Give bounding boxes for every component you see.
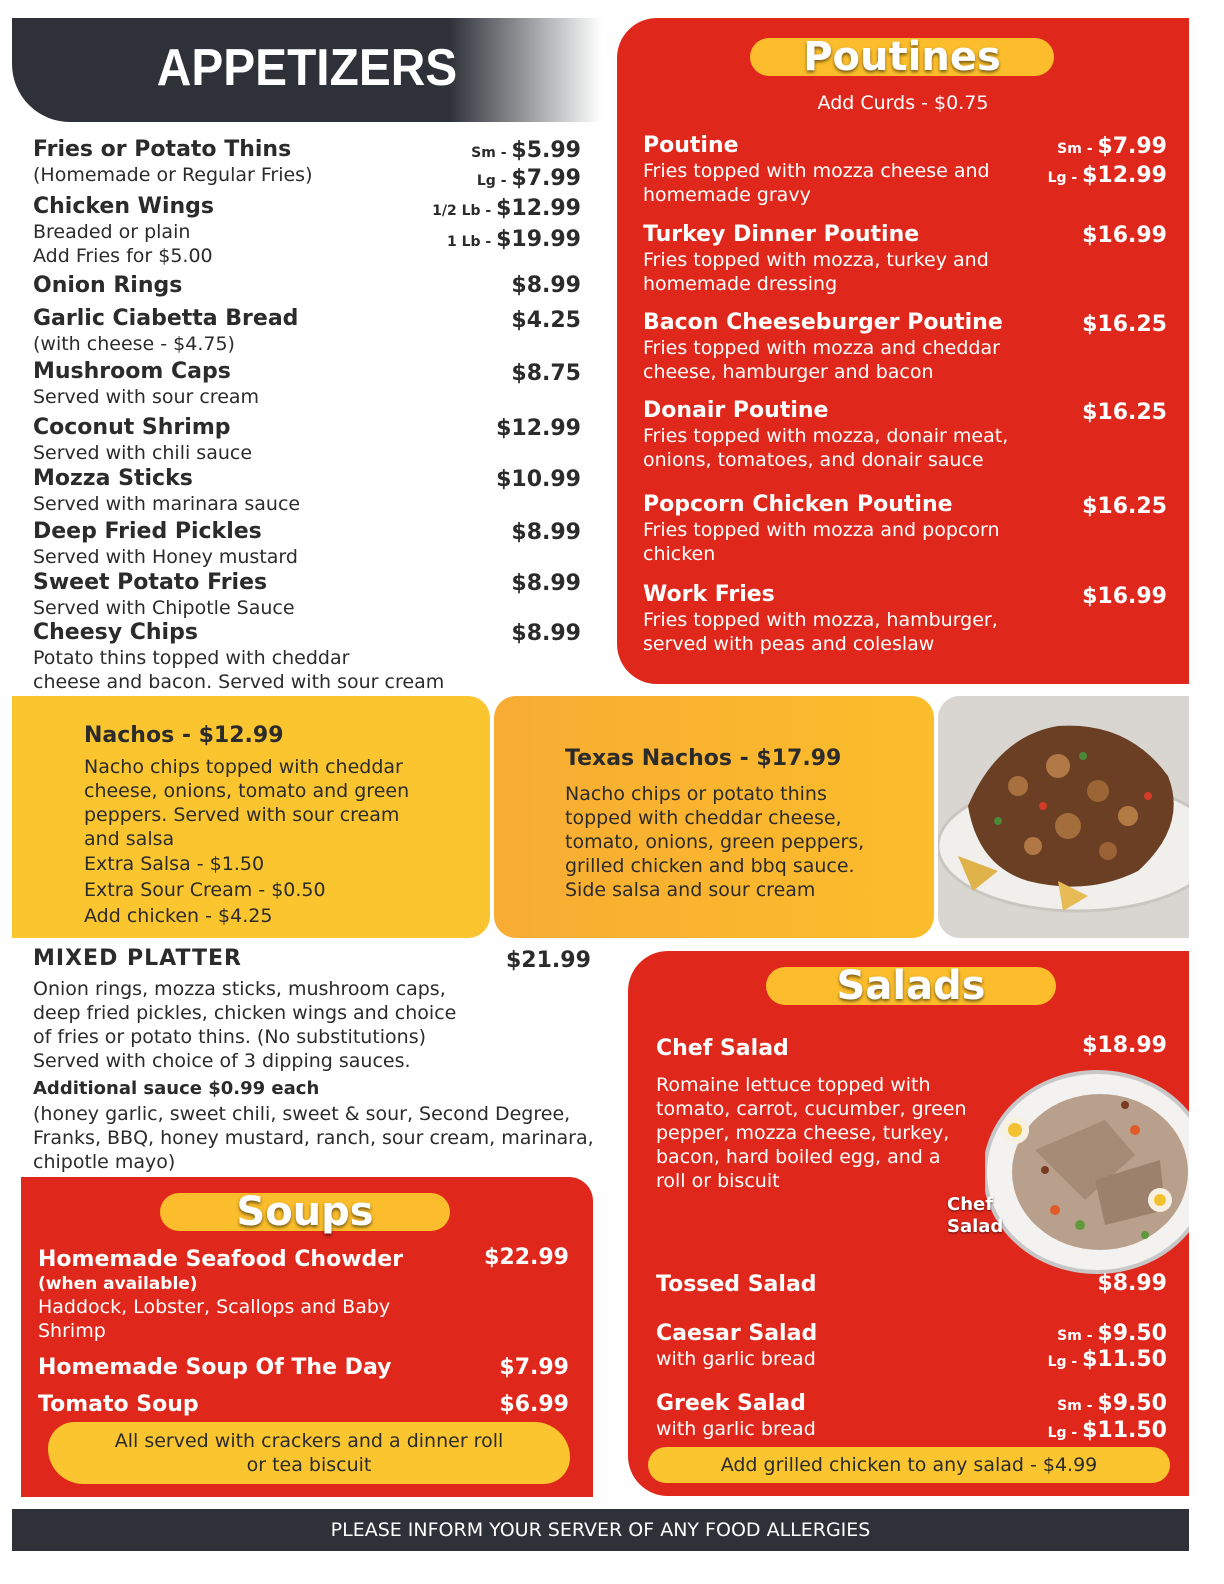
soups-note-line: All served with crackers and a dinner roll xyxy=(114,1430,504,1452)
item-desc: chicken xyxy=(643,543,716,565)
item-price: $7.99 xyxy=(499,1355,569,1380)
menu-item xyxy=(643,222,1167,296)
texas-nachos-block xyxy=(565,746,864,902)
item-desc: Fries topped with mozza and popcorn xyxy=(643,519,1000,541)
soups-note xyxy=(48,1422,570,1484)
menu-item xyxy=(33,137,581,191)
menu-item xyxy=(33,466,581,516)
item-name: Bacon Cheeseburger Poutine xyxy=(643,310,1003,335)
item-price: $8.99 xyxy=(511,520,581,545)
item-name: Work Fries xyxy=(643,582,775,607)
item-price: $16.99 xyxy=(1082,223,1167,248)
item-sub: (when available) xyxy=(38,1274,198,1294)
texas-nachos-line: grilled chicken and bbq sauce. xyxy=(565,855,855,877)
item-name: Onion Rings xyxy=(33,273,183,298)
salads-title: Salads xyxy=(766,967,1056,1005)
item-price: $22.99 xyxy=(484,1245,569,1270)
item-desc: Fries topped with mozza, turkey and xyxy=(643,249,989,271)
item-desc: Served with Honey mustard xyxy=(33,546,298,568)
soups-note-line: or tea biscuit xyxy=(246,1454,372,1476)
texas-nachos-line: topped with cheddar cheese, xyxy=(565,807,842,829)
item-desc: with garlic bread xyxy=(656,1418,816,1440)
item-name: Poutine xyxy=(643,133,739,158)
item-name: Mushroom Caps xyxy=(33,359,231,384)
item-desc: Fries topped with mozza cheese and xyxy=(643,160,990,182)
texas-nachos-line: Nacho chips or potato thins xyxy=(565,783,827,805)
item-desc: Shrimp xyxy=(38,1320,106,1342)
chef-salad-desc xyxy=(656,1073,1167,1193)
item-name: Homemade Seafood Chowder xyxy=(38,1247,404,1272)
allergy-footer: PLEASE INFORM YOUR SERVER OF ANY FOOD ALLERGIES xyxy=(12,1509,1189,1551)
appetizers-title: APPETIZERS xyxy=(156,39,458,97)
item-desc: homemade gravy xyxy=(643,184,811,206)
item-desc: Add Fries for $5.00 xyxy=(33,245,213,267)
item-name: Mozza Sticks xyxy=(33,466,193,491)
nachos-line: Nacho chips topped with cheddar xyxy=(84,756,403,778)
poutines-note: Add Curds - $0.75 xyxy=(817,92,989,114)
menu-item xyxy=(33,620,581,694)
item-desc: Fries topped with mozza and cheddar xyxy=(643,337,1000,359)
item-price: $8.99 xyxy=(1097,1271,1167,1296)
salads-note: Add grilled chicken to any salad - $4.99 xyxy=(648,1447,1170,1483)
nachos-line: peppers. Served with sour cream xyxy=(84,804,400,826)
item-price: Sm - $9.50 xyxy=(1057,1391,1167,1416)
caption-line: Chef xyxy=(947,1194,994,1215)
mixed-platter-title: MIXED PLATTER xyxy=(33,946,242,971)
item-desc: Romaine lettuce topped with xyxy=(656,1074,931,1096)
item-desc: pepper, mozza cheese, turkey, xyxy=(656,1122,950,1144)
soups-title: Soups xyxy=(160,1193,450,1231)
item-price: $10.99 xyxy=(496,467,581,492)
menu-item xyxy=(656,1272,1167,1298)
item-name: Tossed Salad xyxy=(656,1272,817,1297)
item-price: $16.25 xyxy=(1082,400,1167,425)
item-desc: roll or biscuit xyxy=(656,1170,780,1192)
item-desc: Served with chili sauce xyxy=(33,442,253,464)
item-price: Sm - $5.99 xyxy=(471,138,581,163)
item-price: 1/2 Lb - $12.99 xyxy=(432,196,581,221)
item-name: Garlic Ciabetta Bread xyxy=(33,306,299,331)
nachos-extra: Extra Sour Cream - $0.50 xyxy=(84,879,326,901)
item-price: Lg - $11.50 xyxy=(1047,1347,1167,1372)
item-desc: Served with sour cream xyxy=(33,386,260,408)
item-name: Popcorn Chicken Poutine xyxy=(643,492,953,517)
nachos-photo xyxy=(938,696,1189,938)
menu-item xyxy=(33,519,581,569)
item-price: $8.75 xyxy=(511,361,581,386)
caption-line: Salad xyxy=(947,1216,1004,1237)
texas-nachos-title: Texas Nachos - $17.99 xyxy=(565,746,842,771)
item-price: Lg - $7.99 xyxy=(476,166,581,191)
item-desc: onions, tomatoes, and donair sauce xyxy=(643,449,984,471)
item-name: Caesar Salad xyxy=(656,1321,818,1346)
item-desc: tomato, carrot, cucumber, green xyxy=(656,1098,967,1120)
mixed-platter-line: Onion rings, mozza sticks, mushroom caps, xyxy=(33,978,446,1000)
item-desc: cheese, hamburger and bacon xyxy=(643,361,934,383)
menu-item xyxy=(33,306,581,356)
item-price: $6.99 xyxy=(499,1392,569,1417)
item-name: Fries or Potato Thins xyxy=(33,137,292,162)
menu-item xyxy=(38,1392,569,1418)
nachos-block xyxy=(84,723,409,929)
menu-item xyxy=(33,570,581,620)
item-name: Cheesy Chips xyxy=(33,620,198,645)
item-name: Turkey Dinner Poutine xyxy=(643,222,920,247)
sauce-line: Franks, BBQ, honey mustard, ranch, sour cream, marinara, xyxy=(33,1127,594,1149)
item-desc: served with peas and coleslaw xyxy=(643,633,935,655)
item-name: Donair Poutine xyxy=(643,398,829,423)
item-price: Lg - $11.50 xyxy=(1047,1418,1167,1443)
item-price: $12.99 xyxy=(496,416,581,441)
item-price: Lg - $12.99 xyxy=(1047,163,1167,188)
item-desc: Breaded or plain xyxy=(33,221,191,243)
menu-item xyxy=(33,194,581,268)
item-price: $16.25 xyxy=(1082,494,1167,519)
item-price: 1 Lb - $19.99 xyxy=(446,227,581,252)
item-desc: Served with Chipotle Sauce xyxy=(33,597,295,619)
menu-item xyxy=(38,1247,569,1343)
nachos-extra: Add chicken - $4.25 xyxy=(84,905,273,927)
menu-item xyxy=(643,398,1167,472)
nachos-photo-illustration xyxy=(938,696,1189,938)
item-desc: bacon, hard boiled egg, and a xyxy=(656,1146,941,1168)
item-price: Sm - $9.50 xyxy=(1057,1321,1167,1346)
menu-item xyxy=(38,1355,569,1381)
texas-nachos-line: Side salsa and sour cream xyxy=(565,879,816,901)
item-desc: homemade dressing xyxy=(643,273,838,295)
item-price: $8.99 xyxy=(511,621,581,646)
nachos-extra: Extra Salsa - $1.50 xyxy=(84,853,265,875)
item-desc: Fries topped with mozza, donair meat, xyxy=(643,425,1009,447)
item-price: $4.25 xyxy=(511,308,581,333)
item-name: Deep Fried Pickles xyxy=(33,519,262,544)
item-price: $8.99 xyxy=(511,571,581,596)
item-desc: (with cheese - $4.75) xyxy=(33,333,235,355)
sauce-line: chipotle mayo) xyxy=(33,1151,176,1173)
sauce-line: (honey garlic, sweet chili, sweet & sour, Second Degree, xyxy=(33,1103,571,1125)
item-price: $16.99 xyxy=(1082,584,1167,609)
mixed-platter-line: of fries or potato thins. (No substitutions) xyxy=(33,1026,427,1048)
item-desc: Potato thins topped with cheddar xyxy=(33,647,350,669)
nachos-title: Nachos - $12.99 xyxy=(84,723,284,748)
item-price: $18.99 xyxy=(1082,1033,1167,1058)
item-name: Sweet Potato Fries xyxy=(33,570,268,595)
item-name: Chef Salad xyxy=(656,1036,789,1061)
menu-item xyxy=(33,273,581,299)
item-name: Chicken Wings xyxy=(33,194,214,219)
menu-item xyxy=(656,1321,1167,1371)
nachos-line: and salsa xyxy=(84,828,175,850)
menu-item xyxy=(643,310,1167,384)
menu-item xyxy=(643,582,1167,656)
texas-nachos-line: tomato, onions, green peppers, xyxy=(565,831,865,853)
additional-sauce-title: Additional sauce $0.99 each xyxy=(33,1078,320,1099)
nachos-line: cheese, onions, tomato and green xyxy=(84,780,410,802)
item-desc: (Homemade or Regular Fries) xyxy=(33,164,313,186)
item-name: Greek Salad xyxy=(656,1391,806,1416)
item-desc: Haddock, Lobster, Scallops and Baby xyxy=(38,1296,391,1318)
menu-item xyxy=(643,133,1167,207)
item-desc: with garlic bread xyxy=(656,1348,816,1370)
chef-salad-photo-caption xyxy=(947,1194,1003,1238)
item-price: $8.99 xyxy=(511,273,581,298)
menu-item xyxy=(33,359,581,409)
menu-item xyxy=(643,492,1167,566)
item-desc: Served with marinara sauce xyxy=(33,493,301,515)
item-name: Tomato Soup xyxy=(38,1392,199,1417)
item-price: Sm - $7.99 xyxy=(1057,134,1167,159)
item-desc: cheese and bacon. Served with sour cream xyxy=(33,671,445,693)
item-desc: Fries topped with mozza, hamburger, xyxy=(643,609,998,631)
mixed-platter-line: deep fried pickles, chicken wings and choice xyxy=(33,1002,457,1024)
menu-item xyxy=(33,415,581,465)
mixed-platter-line: Served with choice of 3 dipping sauces. xyxy=(33,1050,411,1072)
mixed-platter-price: $21.99 xyxy=(506,948,591,973)
menu-item xyxy=(656,1391,1167,1441)
menu-item xyxy=(656,1033,1167,1062)
poutines-title: Poutines xyxy=(750,38,1054,76)
item-name: Homemade Soup Of The Day xyxy=(38,1355,392,1380)
item-price: $16.25 xyxy=(1082,312,1167,337)
item-name: Coconut Shrimp xyxy=(33,415,231,440)
